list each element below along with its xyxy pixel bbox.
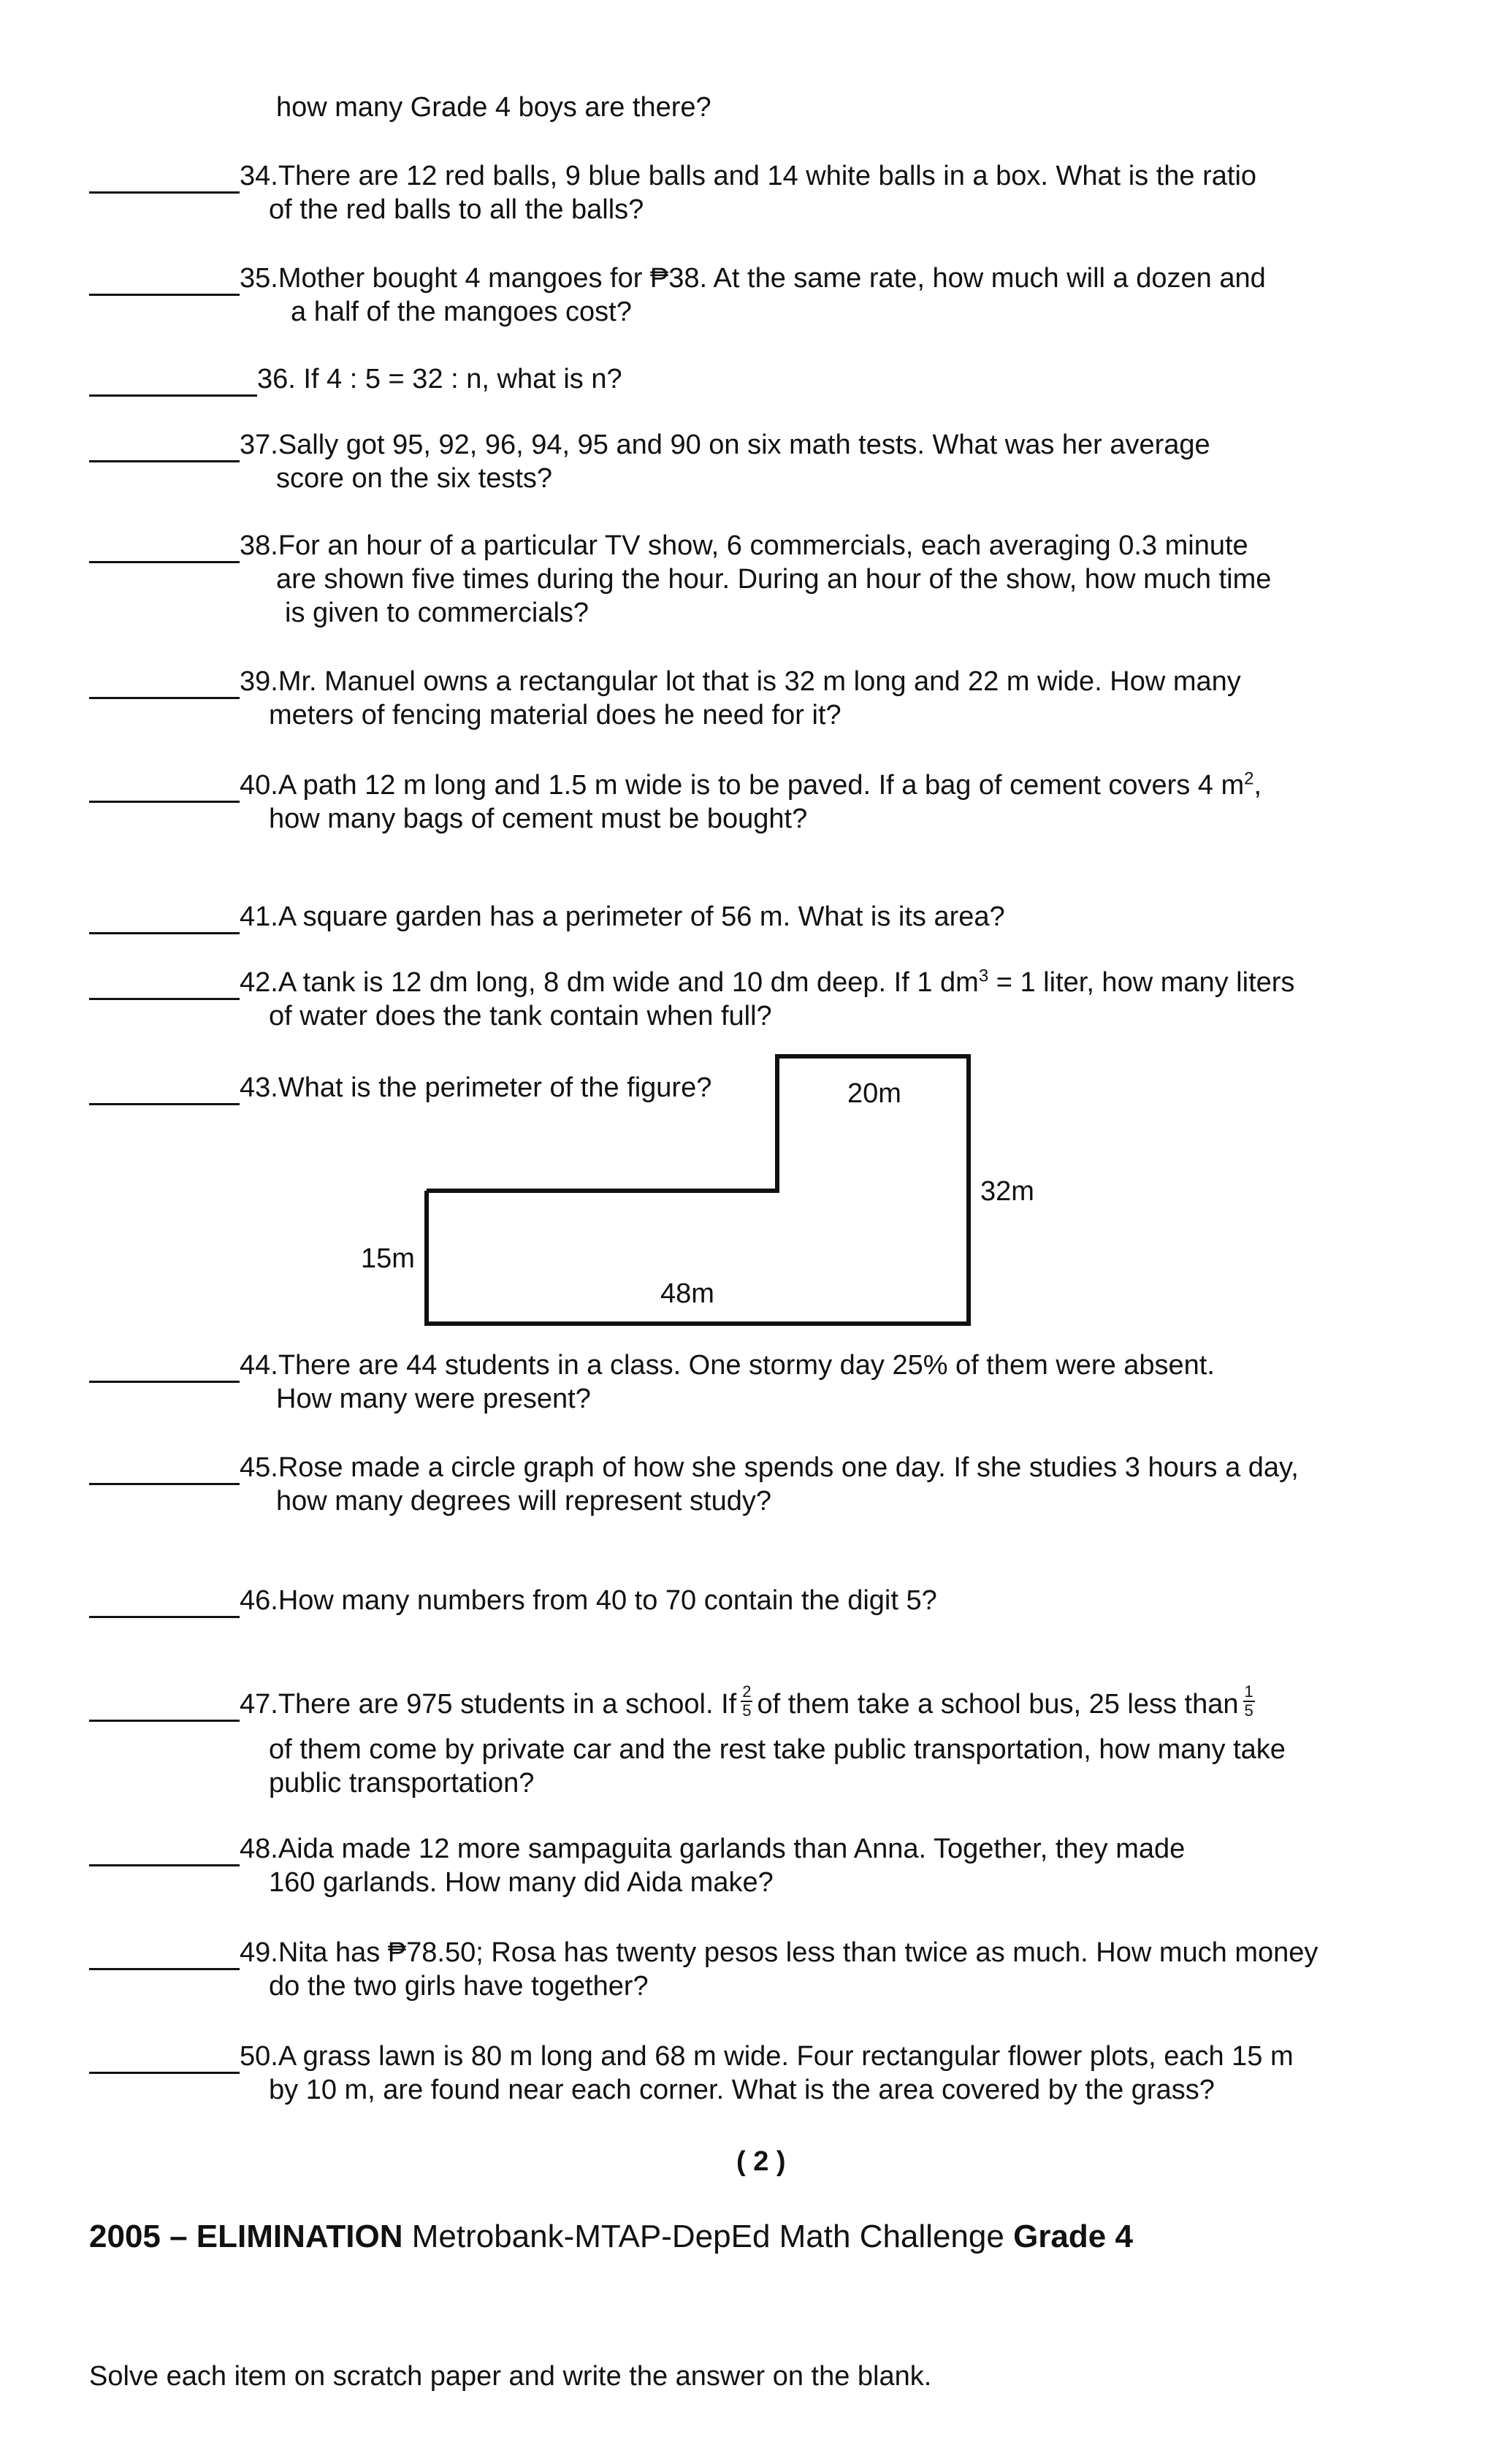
- item-34-line-2: of the red balls to all the balls?: [269, 194, 644, 225]
- page-number: ( 2 ): [736, 2146, 786, 2177]
- item-38-line-3: is given to commercials?: [285, 598, 589, 628]
- item-48: 48.Aida made 12 more sampaguita garlands than Anna. Together, they made: [240, 1834, 1186, 1864]
- item-49-line-2: do the two girls have together?: [269, 1971, 649, 2002]
- item-34: 34.There are 12 red balls, 9 blue balls and 14 white balls in a box. What is the ratio: [240, 161, 1257, 191]
- instructions: Solve each item on scratch paper and write the answer on the blank.: [89, 2361, 932, 2392]
- item-45: 45.Rose made a circle graph of how she spends one day. If she studies 3 hours a day,: [240, 1452, 1299, 1483]
- item-44-line-2: How many were present?: [276, 1384, 591, 1414]
- item-48-line-2: 160 garlands. How many did Aida make?: [269, 1867, 774, 1898]
- item-37-line-2: score on the six tests?: [276, 463, 553, 494]
- fraction-one-fifth: $\frac{1}{5}$: [1244, 1682, 1253, 1720]
- item-35: 35.Mother bought 4 mangoes for ₱38. At the same rate, how much will a dozen and: [240, 263, 1266, 294]
- answer-blank-42[interactable]: [89, 998, 240, 1000]
- answer-blank-40[interactable]: [89, 801, 240, 803]
- answer-blank-49[interactable]: [89, 1968, 240, 1970]
- item-38: 38.For an hour of a particular TV show, 6 commercials, each averaging 0.3 minute: [240, 530, 1248, 561]
- item-44: 44.There are 44 students in a class. One stormy day 25% of them were absent.: [240, 1350, 1215, 1381]
- answer-blank-45[interactable]: [89, 1483, 240, 1485]
- item-38-line-2: are shown five times during the hour. During an hour of the show, how much time: [276, 564, 1272, 595]
- figure-label-top: 20m: [847, 1078, 901, 1109]
- item-39-line-2: meters of fencing material does he need for it?: [269, 700, 842, 731]
- figure-label-left: 15m: [361, 1243, 415, 1274]
- item-50-line-2: by 10 m, are found near each corner. What is the area covered by the grass?: [269, 2075, 1215, 2105]
- item-36: 36. If 4 : 5 = 32 : n, what is n?: [257, 364, 622, 394]
- item-37: 37.Sally got 95, 92, 96, 94, 95 and 90 on six math tests. What was her average: [240, 430, 1210, 460]
- answer-blank-44[interactable]: [89, 1381, 240, 1383]
- item-47-line-3: public transportation?: [269, 1768, 535, 1799]
- item-46: 46.How many numbers from 40 to 70 contain the digit 5?: [240, 1585, 937, 1616]
- answer-blank-36[interactable]: [89, 394, 257, 397]
- answer-blank-48[interactable]: [89, 1864, 240, 1866]
- item-40: 40.A path 12 m long and 1.5 m wide is to be paved. If a bag of cement covers 4 $m^2$,: [240, 768, 1262, 801]
- item-47: 47.There are 975 students in a school. If $\frac{2}{5}$ of them take a school bus, 25 less than $\frac{1}{5}$: [240, 1682, 1253, 1720]
- item-42: 42.A tank is 12 dm long, 8 dm wide and 10 dm deep. If 1 $dm^3 = 1$ liter, how many liters: [240, 966, 1295, 998]
- answer-blank-35[interactable]: [89, 294, 240, 296]
- answer-blank-39[interactable]: [89, 697, 240, 699]
- item-49: 49.Nita has ₱78.50; Rosa has twenty pesos less than twice as much. How much money: [240, 1937, 1318, 1968]
- item-43: 43.What is the perimeter of the figure?: [240, 1072, 712, 1103]
- item-47-line-2: of them come by private car and the rest take public transportation, how many take: [269, 1734, 1286, 1765]
- item-35-line-2: a half of the mangoes cost?: [291, 297, 632, 327]
- answer-blank-46[interactable]: [89, 1616, 240, 1618]
- answer-blank-50[interactable]: [89, 2072, 240, 2074]
- figure-label-right: 32m: [980, 1176, 1034, 1207]
- item-42-line-2: of water does the tank contain when full?: [269, 1001, 772, 1031]
- item-40-line-2: how many bags of cement must be bought?: [269, 804, 808, 834]
- continuation-line: how many Grade 4 boys are there?: [276, 92, 711, 123]
- fraction-two-fifths: $\frac{2}{5}$: [742, 1682, 752, 1720]
- answer-blank-43[interactable]: [89, 1103, 240, 1105]
- figure-label-bottom: 48m: [660, 1278, 714, 1309]
- answer-blank-41[interactable]: [89, 932, 240, 934]
- answer-blank-47[interactable]: [89, 1720, 240, 1722]
- contest-heading: 2005 – ELIMINATION Metrobank-MTAP-DepEd Math Challenge Grade 4: [89, 2219, 1133, 2254]
- item-39: 39.Mr. Manuel owns a rectangular lot that is 32 m long and 22 m wide. How many: [240, 666, 1241, 697]
- answer-blank-37[interactable]: [89, 460, 240, 462]
- item-41: 41.A square garden has a perimeter of 56 m. What is its area?: [240, 901, 1005, 932]
- item-50: 50.A grass lawn is 80 m long and 68 m wide. Four rectangular flower plots, each 15 m: [240, 2041, 1294, 2072]
- item-45-line-2: how many degrees will represent study?: [276, 1486, 772, 1517]
- answer-blank-34[interactable]: [89, 191, 240, 194]
- answer-blank-38[interactable]: [89, 561, 240, 563]
